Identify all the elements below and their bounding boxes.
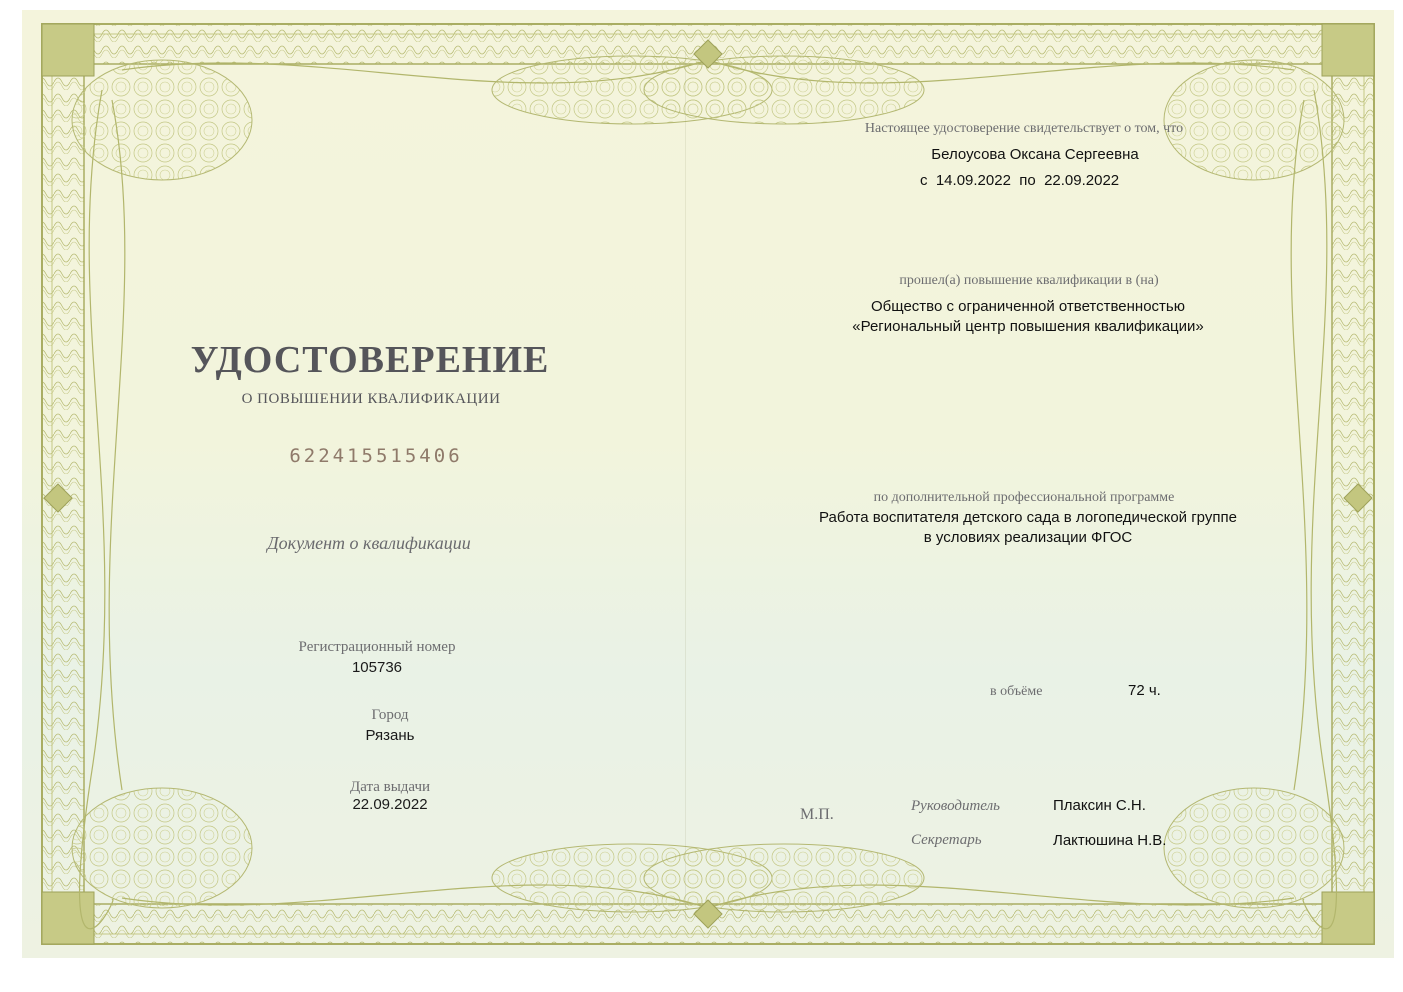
secretary-label: Секретарь — [911, 832, 982, 848]
intro-text: Настоящее удостоверение свидетельствует о том, что — [864, 121, 1184, 136]
volume-value: 72 ч. — [1128, 682, 1161, 699]
organization-line1: Общество с ограниченной ответственностью — [871, 298, 1185, 315]
head-label: Руководитель — [911, 798, 1000, 814]
program-line1: Работа воспитателя детского сада в логопедической группе — [819, 509, 1237, 526]
document-subtitle: О ПОВЫШЕНИИ КВАЛИФИКАЦИИ — [241, 391, 501, 407]
program-label: по дополнительной профессиональной программе — [873, 490, 1175, 505]
document-title: УДОСТОВЕРЕНИЕ — [190, 339, 550, 381]
secretary-name: Лактюшина Н.В. — [1053, 832, 1167, 849]
registration-label: Регистрационный номер — [298, 639, 456, 655]
issue-date: 22.09.2022 — [352, 796, 428, 813]
certificate-sheet — [22, 10, 1394, 958]
issue-date-label: Дата выдачи — [349, 779, 431, 795]
person-name: Белоусова Оксана Сергеевна — [931, 146, 1139, 163]
period — [920, 172, 1119, 189]
registration-number: 105736 — [351, 659, 403, 676]
head-name: Плаксин С.Н. — [1053, 797, 1146, 814]
program-line2: в условиях реализации ФГОС — [923, 529, 1133, 546]
period-from-label: с — [920, 172, 928, 189]
period-to: 22.09.2022 — [1044, 172, 1120, 189]
city-value: Рязань — [365, 727, 415, 744]
document-kind: Документ о квалификации — [267, 533, 471, 553]
serial-number: 622415515406 — [289, 445, 463, 467]
city-label: Город — [371, 707, 409, 723]
period-to-label: по — [1019, 172, 1036, 189]
stamp-label: М.П. — [800, 806, 834, 823]
completed-label: прошел(а) повышение квалификации в (на) — [899, 273, 1159, 288]
volume-label: в объёме — [990, 684, 1043, 699]
page-fold — [685, 50, 686, 920]
period-from: 14.09.2022 — [935, 172, 1011, 189]
ornamental-border — [22, 10, 1394, 958]
organization-line2: «Региональный центр повышения квалификации» — [852, 318, 1204, 335]
